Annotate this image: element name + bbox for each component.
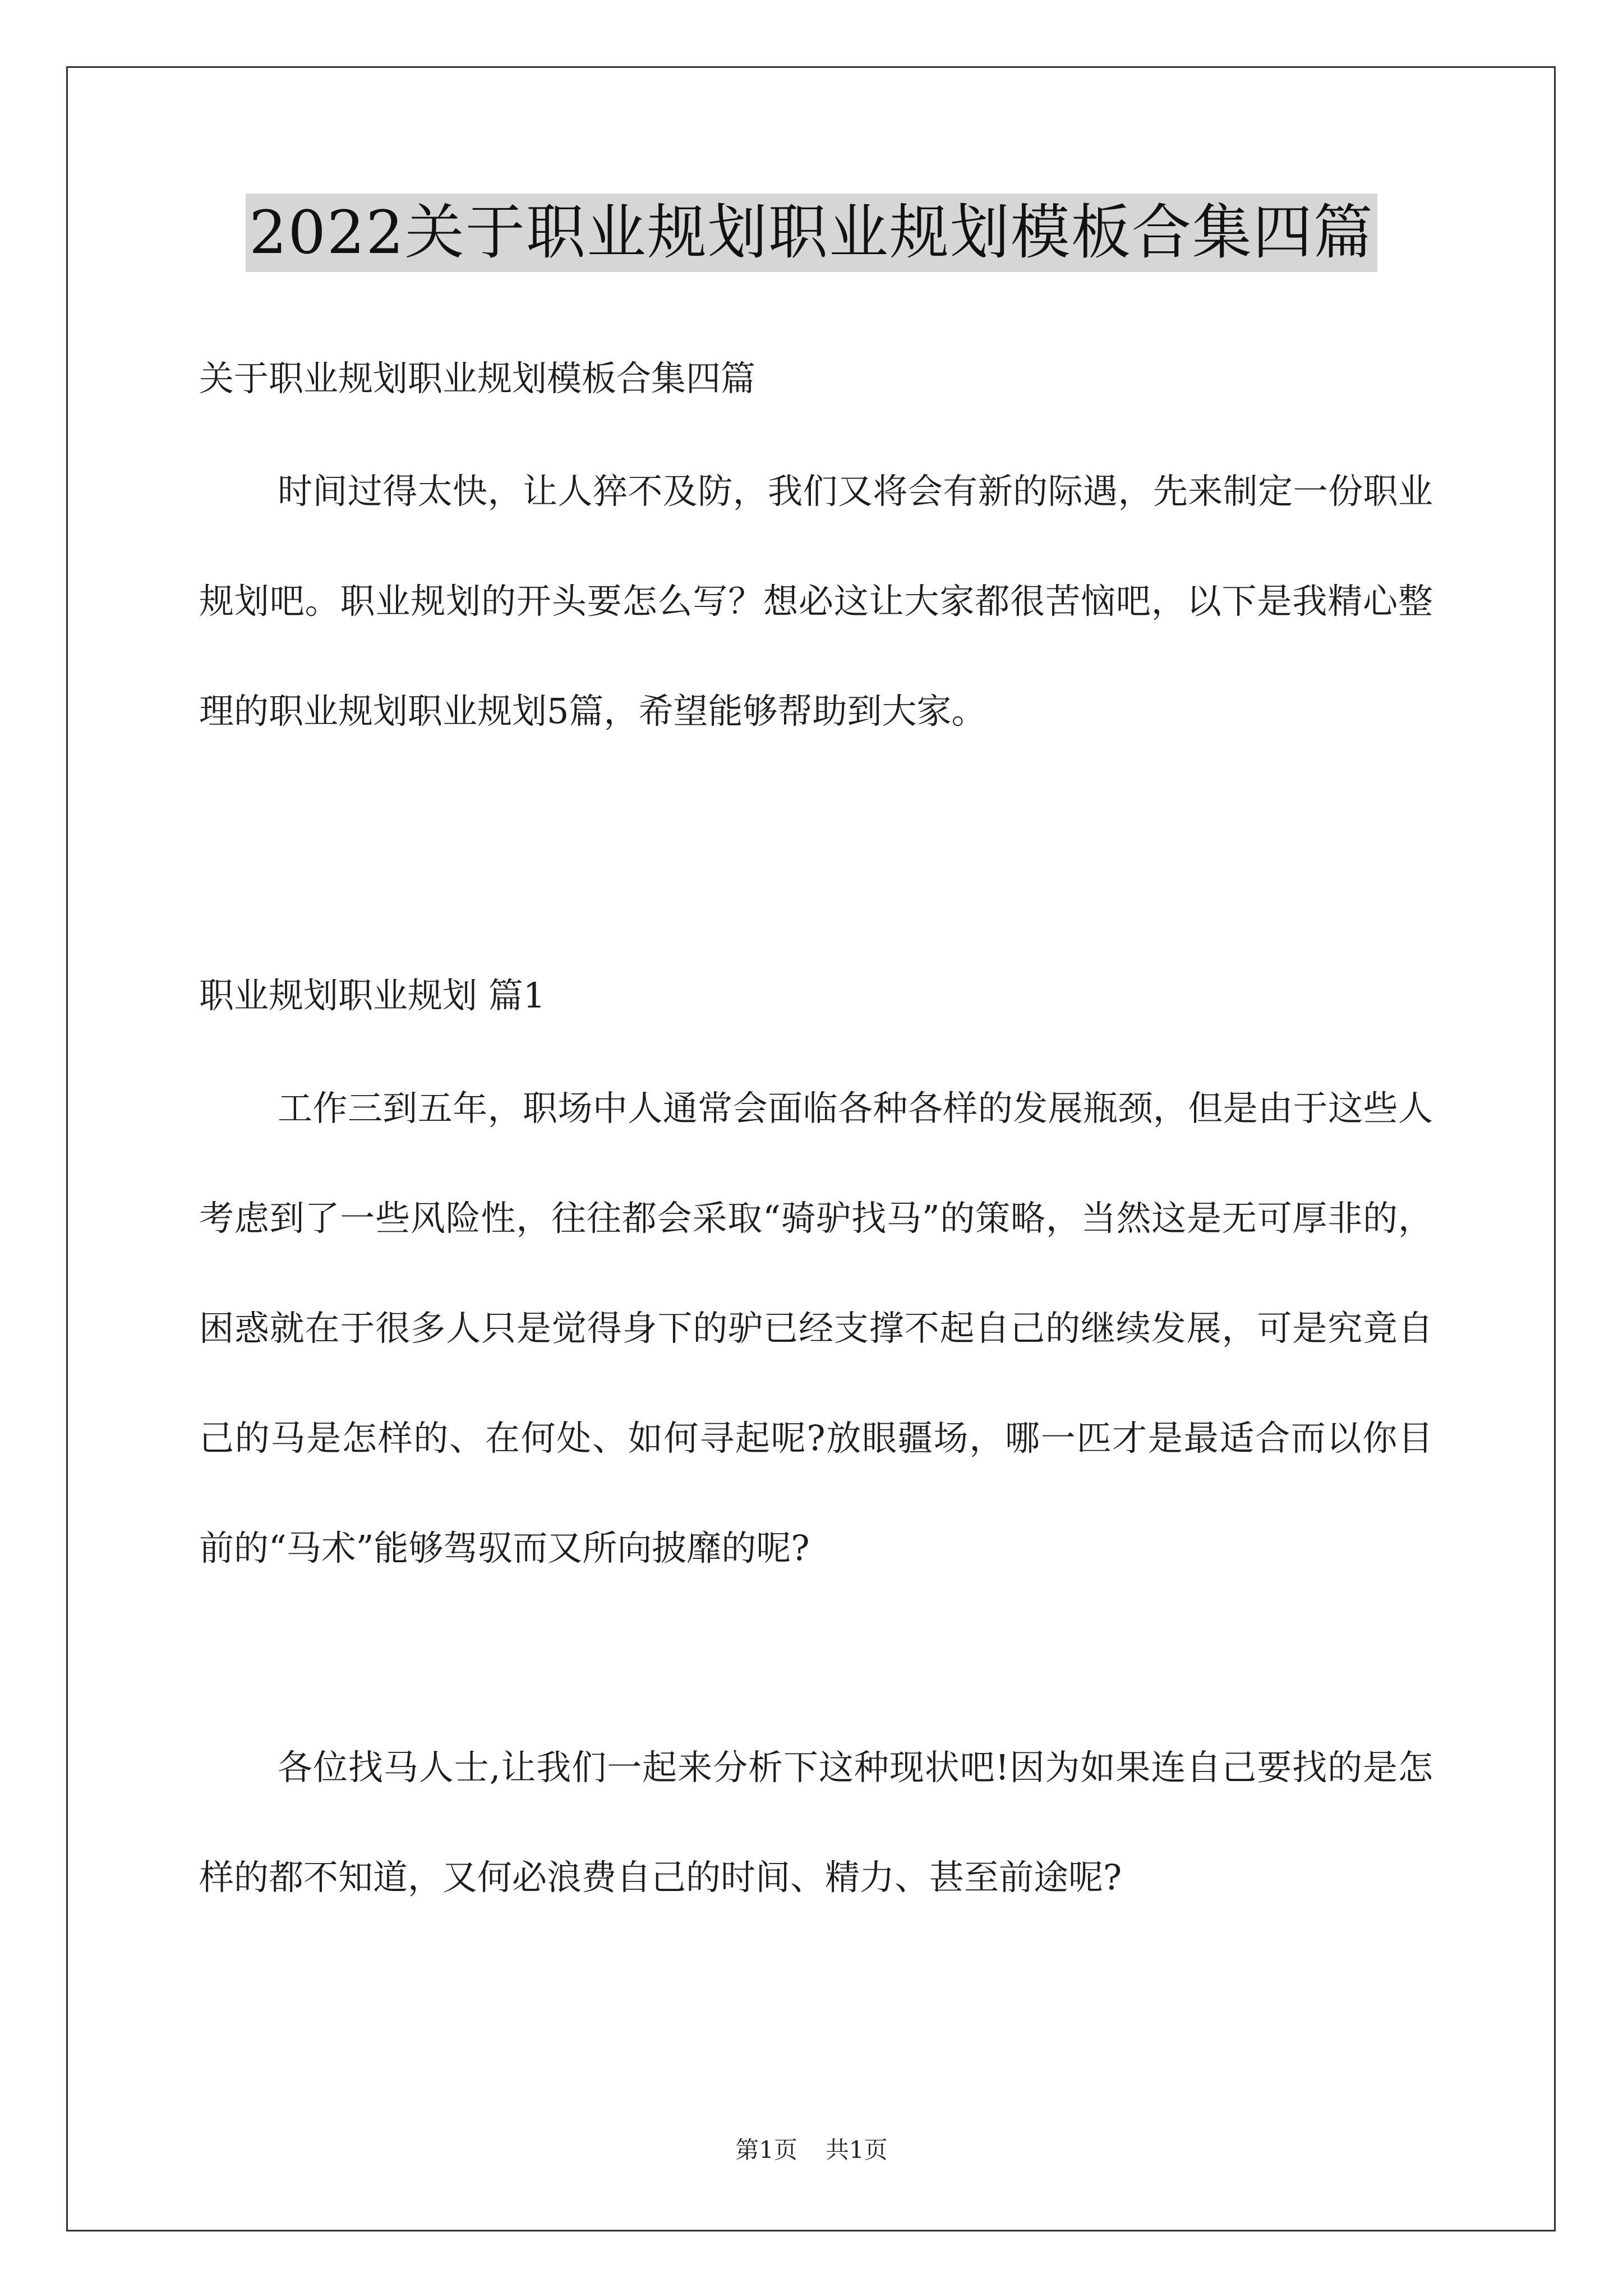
intro-paragraph: 时间过得太快，让人猝不及防，我们又将会有新的际遇，先来制定一份职业规划吧。职业规划的开头要怎么写？想必这让大家都很苦恼吧，以下是我精心整理的职业规划职业规划5篇，希望能够帮助到大家。 [199, 471, 1433, 731]
page-total: 共1页 [826, 2136, 888, 2164]
document-title [0, 194, 1623, 272]
page-number: 第1页 [735, 2136, 797, 2164]
document-title-text: 2022关于职业规划职业规划模板合集四篇 [246, 194, 1377, 272]
document-subtitle: 关于职业规划职业规划模板合集四篇 [199, 358, 756, 399]
body-paragraph: 各位找马人士,让我们一起来分析下这种现状吧!因为如果连自己要找的是怎样的都不知道，又何必浪费自己的时间、精力、甚至前途呢? [199, 1747, 1433, 1898]
body-paragraph: 工作三到五年，职场中人通常会面临各种各样的发展瓶颈，但是由于这些人考虑到了一些风险性，往往都会采取“骑驴找马”的策略，当然这是无可厚非的，困惑就在于很多人只是觉得身下的驴已经支撑不起自己的继续发展，可是究竟自己的马是怎样的、在何处、如何寻起呢?放眼疆场，哪一匹才是最适合而以你目前的“马术”能够驾驭而又所向披靡的呢? [199, 1088, 1433, 1568]
section-heading: 职业规划职业规划 篇1 [199, 975, 546, 1016]
page-footer [0, 2132, 1623, 2165]
